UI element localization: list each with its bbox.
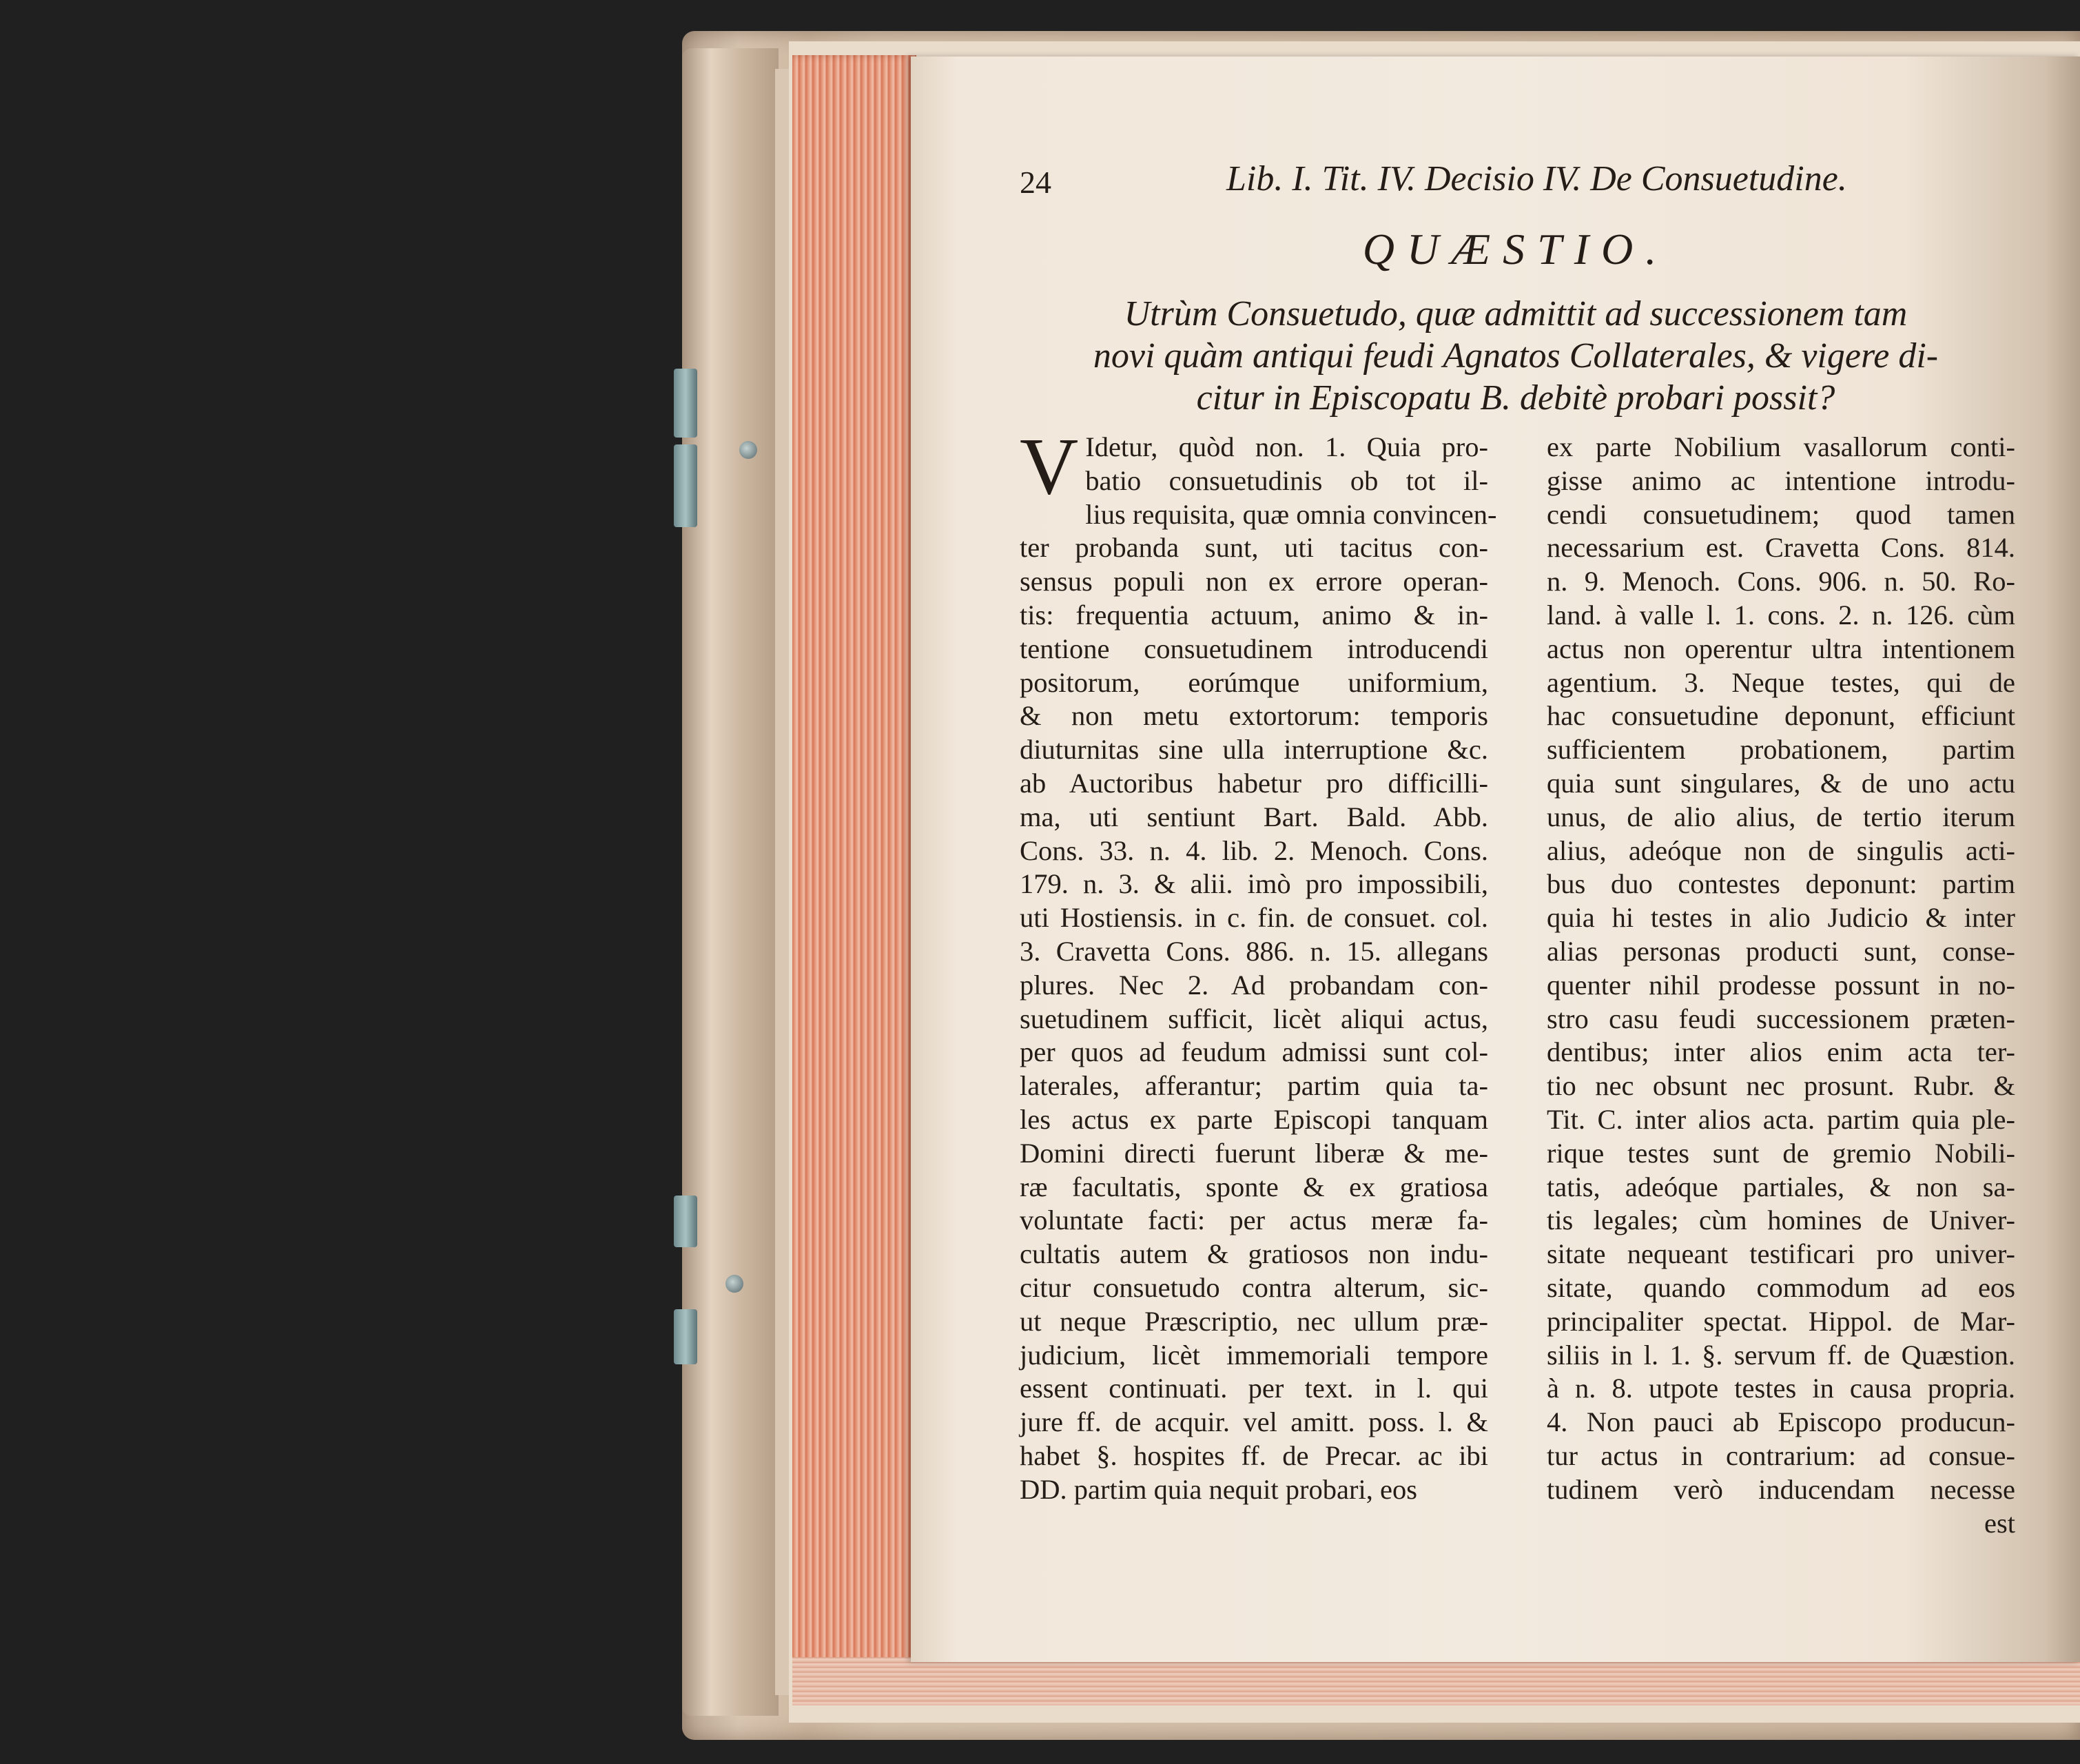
clasp-top-icon — [674, 369, 697, 438]
text-line: positorum, eorúmque uniformium, — [1020, 666, 1488, 698]
text-line: siliis in l. 1. §. servum ff. de Quæstion. — [1547, 1339, 2015, 1371]
running-head — [1020, 158, 2012, 207]
text-line: principaliter spectat. Hippol. de Mar- — [1547, 1305, 2015, 1337]
text-line: lius requisita, quæ omnia convincen- — [1085, 498, 1497, 530]
drop-cap: V — [1020, 421, 1079, 511]
text-line: à n. 8. utpote testes in causa propria. — [1547, 1373, 2015, 1404]
text-line: diuturnitas sine ulla interruptione &c. — [1020, 734, 1488, 766]
text-line: jure ff. de acquir. vel amitt. poss. l. & — [1020, 1406, 1488, 1438]
running-head-title: Lib. I. Tit. IV. Decisio IV. De Consuetudine. — [1226, 159, 1847, 198]
text-line: tur actus in contrarium: ad consue- — [1547, 1439, 2015, 1471]
text-line: Idetur, quòd non. 1. Quia pro- — [1085, 431, 1488, 462]
text-line: gisse animo ac intentione introdu- — [1547, 464, 2015, 496]
text-line: les actus ex parte Episcopi tanquam — [1020, 1103, 1488, 1135]
text-line: bus duo contestes deponunt: partim — [1547, 868, 2015, 900]
text-line: voluntate facti: per actus meræ fa- — [1020, 1204, 1488, 1236]
text-line: 179. n. 3. & alii. imò pro impossibili, — [1020, 868, 1488, 900]
text-line: cendi consuetudinem; quod tamen — [1547, 498, 2015, 530]
text-line: quia sunt singulares, & de uno actu — [1547, 767, 2015, 799]
question-text — [1020, 293, 2012, 419]
text-line: plures. Nec 2. Ad probandam con- — [1020, 969, 1488, 1001]
text-line: actus non operentur ultra intentionem — [1547, 633, 2015, 664]
text-line: ma, uti sentiunt Bart. Bald. Abb. — [1020, 801, 1488, 832]
text-line: stro casu feudi successionem præten- — [1547, 1003, 2015, 1034]
text-line: tio nec obsunt nec prosunt. Rubr. & — [1547, 1070, 2015, 1102]
text-line: Domini directi fuerunt liberæ & me- — [1020, 1137, 1488, 1169]
text-line: 4. Non pauci ab Episcopo producun- — [1547, 1406, 2015, 1438]
text-line: ut neque Præscriptio, nec ullum præ- — [1020, 1305, 1488, 1337]
text-line: Cons. 33. n. 4. lib. 2. Menoch. Cons. — [1020, 834, 1488, 866]
text-line: batio consuetudinis ob tot il- — [1085, 464, 1488, 496]
text-line: cultatis autem & gratiosos non indu- — [1020, 1238, 1488, 1270]
text-line: ex parte Nobilium vasallorum conti- — [1547, 431, 2015, 462]
text-line: sensus populi non ex errore operan- — [1020, 566, 1488, 597]
left-column — [1020, 421, 1497, 1507]
clasp-bottom-icon — [674, 1196, 697, 1247]
text-line: tudinem verò inducendam necesse — [1547, 1473, 2015, 1505]
text-line: sitate, quando commodum ad eos — [1547, 1271, 2015, 1303]
text-line: alias personas producti sunt, conse- — [1547, 935, 2015, 967]
question-label: QUÆSTIO. — [1362, 225, 1669, 274]
text-line: citur consuetudo contra alterum, sic- — [1020, 1271, 1488, 1303]
text-line: 3. Cravetta Cons. 886. n. 15. allegans — [1020, 935, 1488, 967]
text-line: dentibus; inter alios enim acta ter- — [1547, 1036, 2015, 1068]
text-line: sitate nequeant testificari pro univer- — [1547, 1238, 2015, 1270]
text-line: sufficientem probationem, partim — [1547, 734, 2015, 766]
text-line: tis legales; cùm homines de Univer- — [1547, 1204, 2015, 1236]
text-line: est — [1984, 1507, 2015, 1539]
bottom-page-edges — [792, 1657, 2080, 1705]
text-line: per quos ad feudum admissi sunt col- — [1020, 1036, 1488, 1068]
right-column — [1547, 431, 2015, 1540]
red-page-edges — [792, 55, 916, 1681]
text-line: alius, adeóque non de singulis acti- — [1547, 834, 2015, 866]
text-line: rique testes sunt de gremio Nobili- — [1547, 1137, 2015, 1169]
page-number: 24 — [1020, 165, 1051, 200]
text-line: essent continuati. per text. in l. qui — [1020, 1373, 1488, 1404]
text-line: unus, de alio alius, de tertio iterum — [1547, 801, 2015, 832]
question-line: novi quàm antiqui feudi Agnatos Collaterales, & vigere di- — [1093, 336, 1939, 376]
rivet-icon — [725, 1275, 743, 1293]
text-line: hac consuetudine deponunt, efficiunt — [1547, 700, 2015, 732]
text-line: land. à valle l. 1. cons. 2. n. 126. cùm — [1547, 599, 2015, 630]
question-line: Utrùm Consuetudo, quæ admittit ad successionem tam — [1124, 294, 1908, 334]
text-line: ab Auctoribus habetur pro difficilli- — [1020, 767, 1488, 799]
text-line: necessarium est. Cravetta Cons. 814. — [1547, 532, 2015, 564]
text-line: DD. partim quia nequit probari, eos — [1020, 1473, 1417, 1505]
text-line: tentione consuetudinem introducendi — [1020, 633, 1488, 664]
text-line: judicium, licèt immemoriali tempore — [1020, 1339, 1488, 1371]
text-line: n. 9. Menoch. Cons. 906. n. 50. Ro- — [1547, 566, 2015, 597]
text-line: quia hi testes in alio Judicio & inter — [1547, 902, 2015, 934]
text-line: Tit. C. inter alios acta. partim quia ple- — [1547, 1103, 2015, 1135]
clasp-bottom-hinge-icon — [674, 1309, 697, 1364]
text-line: ræ facultatis, sponte & ex gratiosa — [1020, 1171, 1488, 1202]
text-line: & non metu extortorum: temporis — [1020, 700, 1488, 732]
text-line: agentium. 3. Neque testes, qui de — [1547, 666, 2015, 698]
text-line: tis: frequentia actuum, animo & in- — [1020, 599, 1488, 630]
text-line: tatis, adeóque partiales, & non sa- — [1547, 1171, 2015, 1202]
text-line: ter probanda sunt, uti tacitus con- — [1020, 532, 1488, 564]
question-line: citur in Episcopatu B. debitè probari possit? — [1196, 378, 1835, 418]
text-line: uti Hostiensis. in c. fin. de consuet. col. — [1020, 902, 1488, 934]
rivet-icon — [739, 441, 757, 459]
text-line: quenter nihil prodesse possunt in no- — [1547, 969, 2015, 1001]
text-line: laterales, afferantur; partim quia ta- — [1020, 1070, 1488, 1102]
text-line: habet §. hospites ff. de Precar. ac ibi — [1020, 1439, 1488, 1471]
book-spine-edge — [682, 48, 779, 1716]
text-line: suetudinem sufficit, licèt aliqui actus, — [1020, 1003, 1488, 1034]
clasp-top-hinge-icon — [674, 444, 697, 527]
